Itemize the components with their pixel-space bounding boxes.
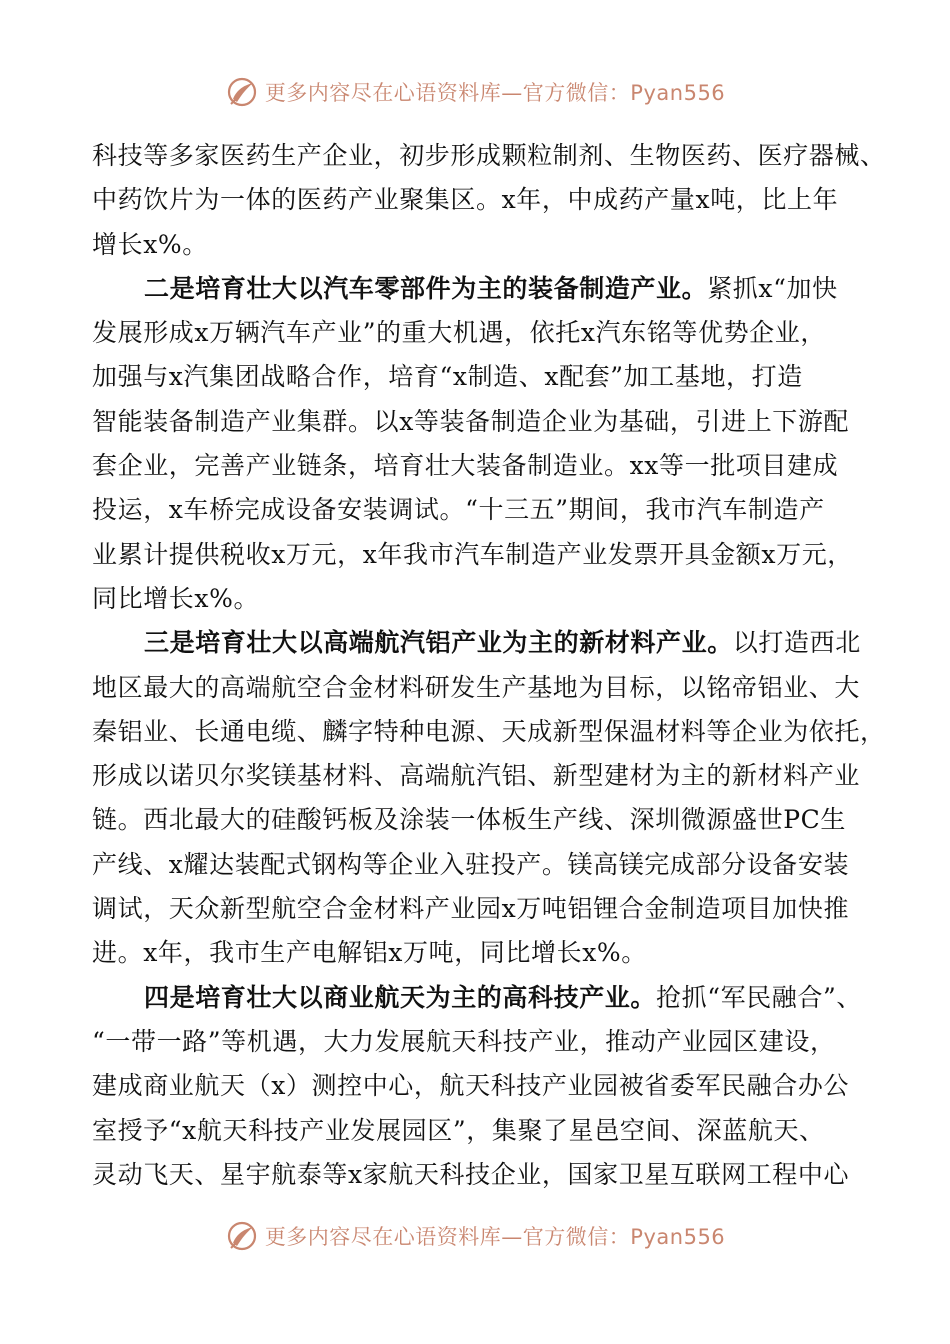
text-line: 套企业，完善产业链条，培育壮大装备制造业。xx等一批项目建成 bbox=[92, 451, 839, 481]
section-heading: 三是培育壮大以高端航汽铝产业为主的新材料产业。 bbox=[144, 628, 733, 658]
text-line: 链。西北最大的硅酸钙板及涂装一体板生产线、深圳微源盛世PC生 bbox=[92, 805, 846, 835]
text-line: 产线、x耀达装配式钢构等企业入驻投产。镁高镁完成部分设备安装 bbox=[92, 849, 850, 879]
text-line: 中药饮片为一体的医药产业聚集区。x年，中成药产量x吨，比上年 bbox=[92, 185, 839, 215]
watermark-logo-icon bbox=[225, 75, 259, 109]
text-line: 形成以诺贝尔奖镁基材料、高端航汽铝、新型建材为主的新材料产业 bbox=[92, 761, 861, 791]
watermark-text: 更多内容尽在心语资料库—官方微信：Pyan556 bbox=[264, 81, 726, 105]
text-line: 灵动飞天、星宇航泰等x家航天科技企业，国家卫星互联网工程中心 bbox=[92, 1159, 850, 1189]
text-line: 增长x%。 bbox=[92, 229, 208, 259]
section-heading-line: 三是培育壮大以高端航汽铝产业为主的新材料产业。以打造西北 bbox=[144, 628, 861, 658]
text-line: 建成商业航天（x）测控中心，航天科技产业园被省委军民融合办公 bbox=[92, 1071, 850, 1101]
text-line: 投运，x车桥完成设备安装调试。“十三五”期间，我市汽车制造产 bbox=[92, 495, 825, 525]
watermark-logo-icon bbox=[225, 1219, 259, 1253]
text-line: 同比增长x%。 bbox=[92, 583, 260, 613]
text-line: 业累计提供税收x万元，x年我市汽车制造产业发票开具金额x万元， bbox=[92, 539, 853, 569]
text-line: 秦铝业、长通电缆、麟字特种电源、天成新型保温材料等企业为依托， bbox=[92, 716, 886, 746]
watermark-header bbox=[0, 72, 950, 112]
section-heading: 二是培育壮大以汽车零部件为主的装备制造产业。 bbox=[144, 273, 708, 303]
watermark-footer bbox=[0, 1216, 950, 1256]
text-line: 室授予“x航天科技产业发展园区”，集聚了星邑空间、深蓝航天、 bbox=[92, 1115, 825, 1145]
text-line: “一带一路”等机遇，大力发展航天科技产业，推动产业园区建设， bbox=[92, 1026, 836, 1056]
text-line: 加强与x汽集团战略合作，培育“x制造、x配套”加工基地，打造 bbox=[92, 362, 803, 392]
text-line: 发展形成x万辆汽车产业”的重大机遇，依托x汽东铭等优势企业， bbox=[92, 318, 826, 348]
section-heading-line: 二是培育壮大以汽车零部件为主的装备制造产业。紧抓x“加快 bbox=[144, 273, 838, 303]
section-heading: 四是培育壮大以商业航天为主的高科技产业。 bbox=[144, 982, 657, 1012]
text-line: 地区最大的高端航空合金材料研发生产基地为目标，以铭帝铝业、大 bbox=[92, 672, 861, 702]
watermark-text: 更多内容尽在心语资料库—官方微信：Pyan556 bbox=[264, 1225, 726, 1249]
text-line: 科技等多家医药生产企业，初步形成颗粒制剂、生物医药、医疗器械、 bbox=[92, 141, 886, 170]
text-line: 智能装备制造产业集群。以x等装备制造企业为基础，引进上下游配 bbox=[92, 406, 850, 436]
document-body bbox=[92, 134, 886, 1197]
section-heading-line: 四是培育壮大以商业航天为主的高科技产业。抢抓“军民融合”、 bbox=[144, 982, 862, 1012]
text-line: 调试，天众新型航空合金材料产业园x万吨铝锂合金制造项目加快推 bbox=[92, 894, 850, 924]
text-line: 进。x年，我市生产电解铝x万吨，同比增长x%。 bbox=[92, 938, 647, 968]
